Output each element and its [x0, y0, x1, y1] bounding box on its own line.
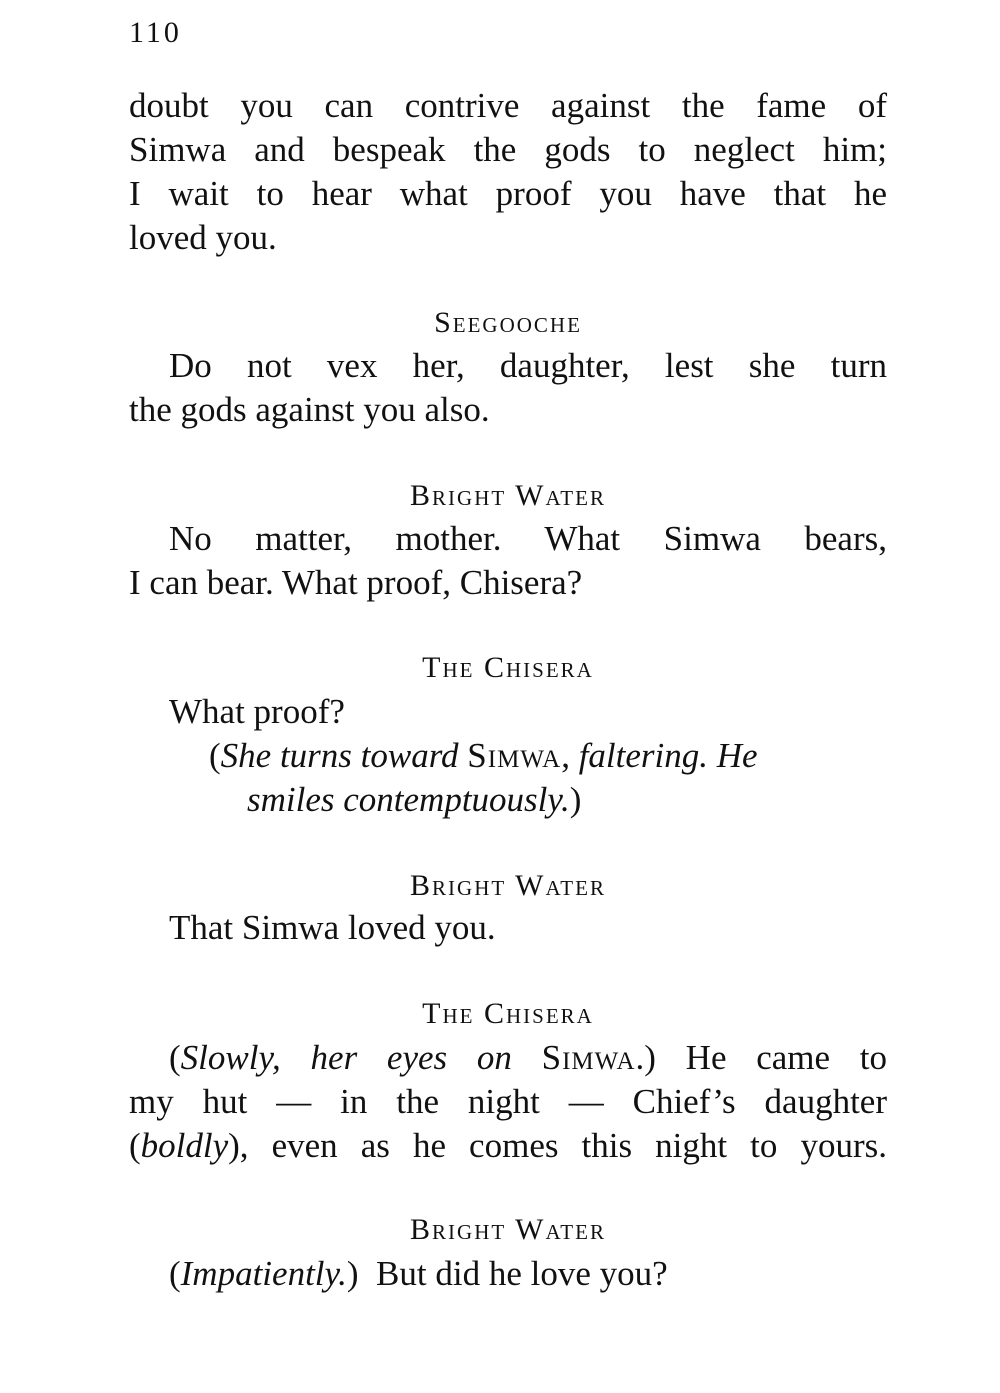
speech-paragraph — [129, 344, 887, 432]
speaker-name: Bright Water — [410, 869, 606, 902]
text-line: (Impatiently.) But did he love you? — [169, 1254, 668, 1293]
text-line: doubt you can contrive against the fame of — [129, 86, 887, 125]
text-line: I can bear. What proof, Chisera? — [129, 563, 583, 602]
text-line: (boldly), even as he comes this night to yours. — [129, 1126, 887, 1165]
speech-paragraph — [129, 1252, 887, 1296]
speech-paragraph — [129, 1036, 887, 1168]
text-line: loved you. — [129, 218, 277, 257]
stage-direction: (She turns toward Simwa, faltering. He — [209, 736, 758, 775]
speech-paragraph — [129, 906, 887, 950]
speech-paragraph — [129, 690, 887, 822]
text-line: Do not vex her, daughter, lest she turn — [169, 346, 887, 385]
text-line: No matter, mother. What Simwa bears, — [169, 519, 887, 558]
text-line: my hut — in the night — Chief’s daughter — [129, 1082, 887, 1121]
text-line: (Slowly, her eyes on Simwa.) He came to — [169, 1038, 887, 1077]
page-number: 110 — [129, 16, 182, 49]
stage-direction: smiles contemptuously.) — [247, 780, 582, 819]
speech-paragraph — [129, 517, 887, 605]
speaker-name: The Chisera — [422, 651, 594, 684]
speaker-name: The Chisera — [422, 997, 594, 1030]
opening-paragraph — [129, 84, 887, 260]
text-line: I wait to hear what proof you have that he — [129, 174, 887, 213]
text-line: What proof? — [169, 692, 345, 731]
speaker-name: Bright Water — [410, 479, 606, 512]
text-line: Simwa and bespeak the gods to neglect him; — [129, 130, 887, 169]
text-line: That Simwa loved you. — [169, 908, 496, 947]
speaker-name: Bright Water — [410, 1213, 606, 1246]
speaker-name: Seegooche — [434, 306, 582, 339]
text-line: the gods against you also. — [129, 390, 490, 429]
